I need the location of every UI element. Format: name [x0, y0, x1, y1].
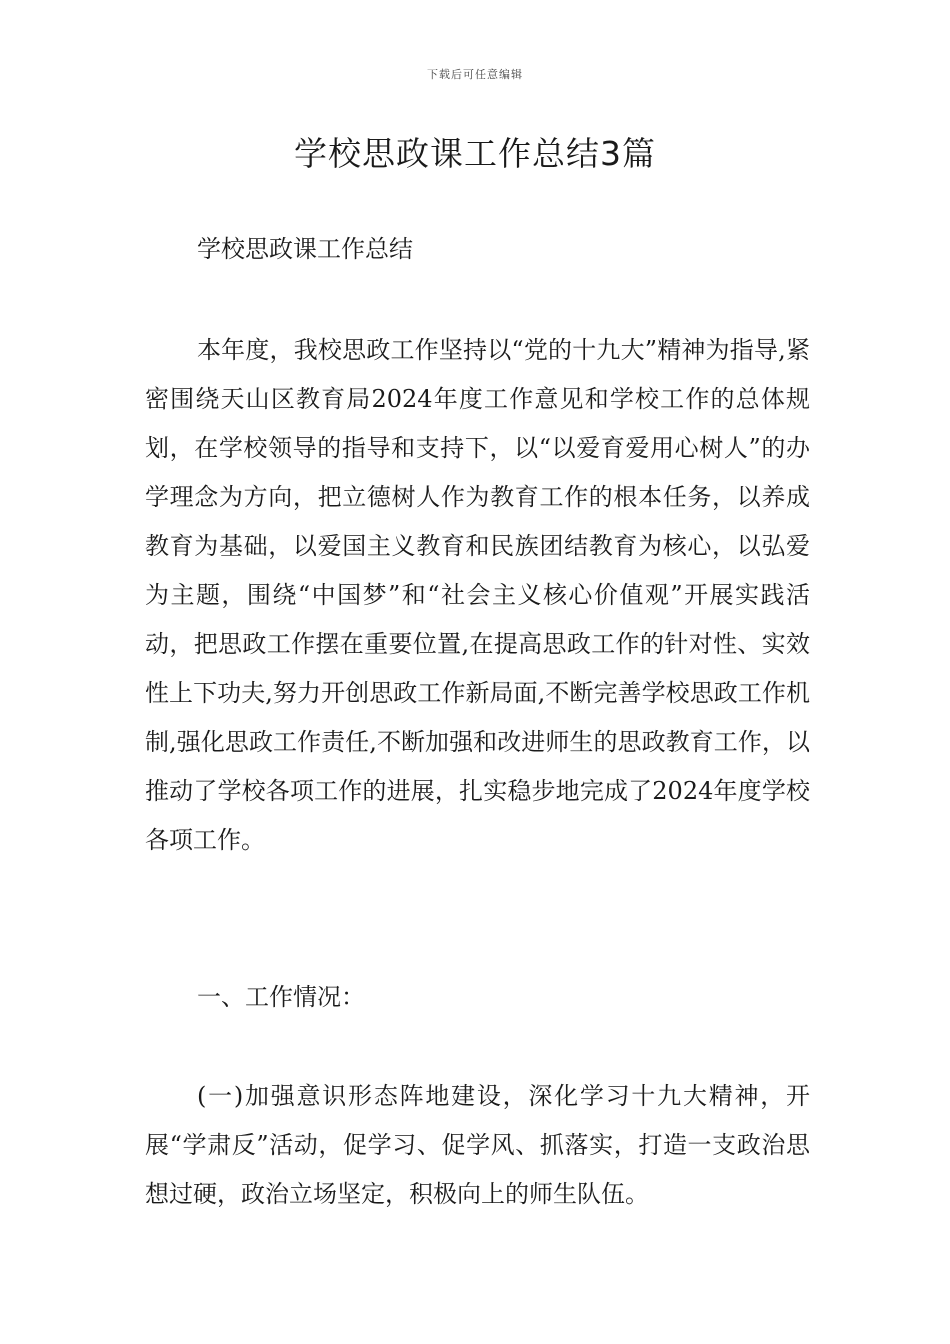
paragraph-item-1: (一)加强意识形态阵地建设，深化学习十九大精神，开展“学肃反”活动，促学习、促学风、抓落实，打造一支政治思想过硬，政治立场坚定，积极向上的师生队伍。: [145, 1082, 810, 1208]
section-heading-work-status: 一、工作情况：: [197, 983, 365, 1011]
document-title: 学校思政课工作总结3篇: [294, 134, 656, 173]
section-subtitle: 学校思政课工作总结: [197, 235, 413, 263]
header-note: 下载后可任意编辑: [427, 68, 523, 81]
paragraph-intro: 本年度，我校思政工作坚持以“党的十九大”精神为指导,紧密围绕天山区教育局2024年度工作意见和学校工作的总体规划，在学校领导的指导和支持下，以“以爱育爱用心树人”的办学理念为方向，把立德树人作为教育工作的根本任务，以养成教育为基础，以爱国主义教育和民族团结教育为核心，以弘爱为主题，围绕“中国梦”和“社会主义核心价值观”开展实践活动，把思政工作摆在重要位置,在提高思政工作的针对性、实效性上下功夫,努力开创思政工作新局面,不断完善学校思政工作机制,强化思政工作责任,不断加强和改进师生的思政教育工作，以推动了学校各项工作的进展，扎实稳步地完成了2024年度学校各项工作。: [145, 336, 810, 854]
